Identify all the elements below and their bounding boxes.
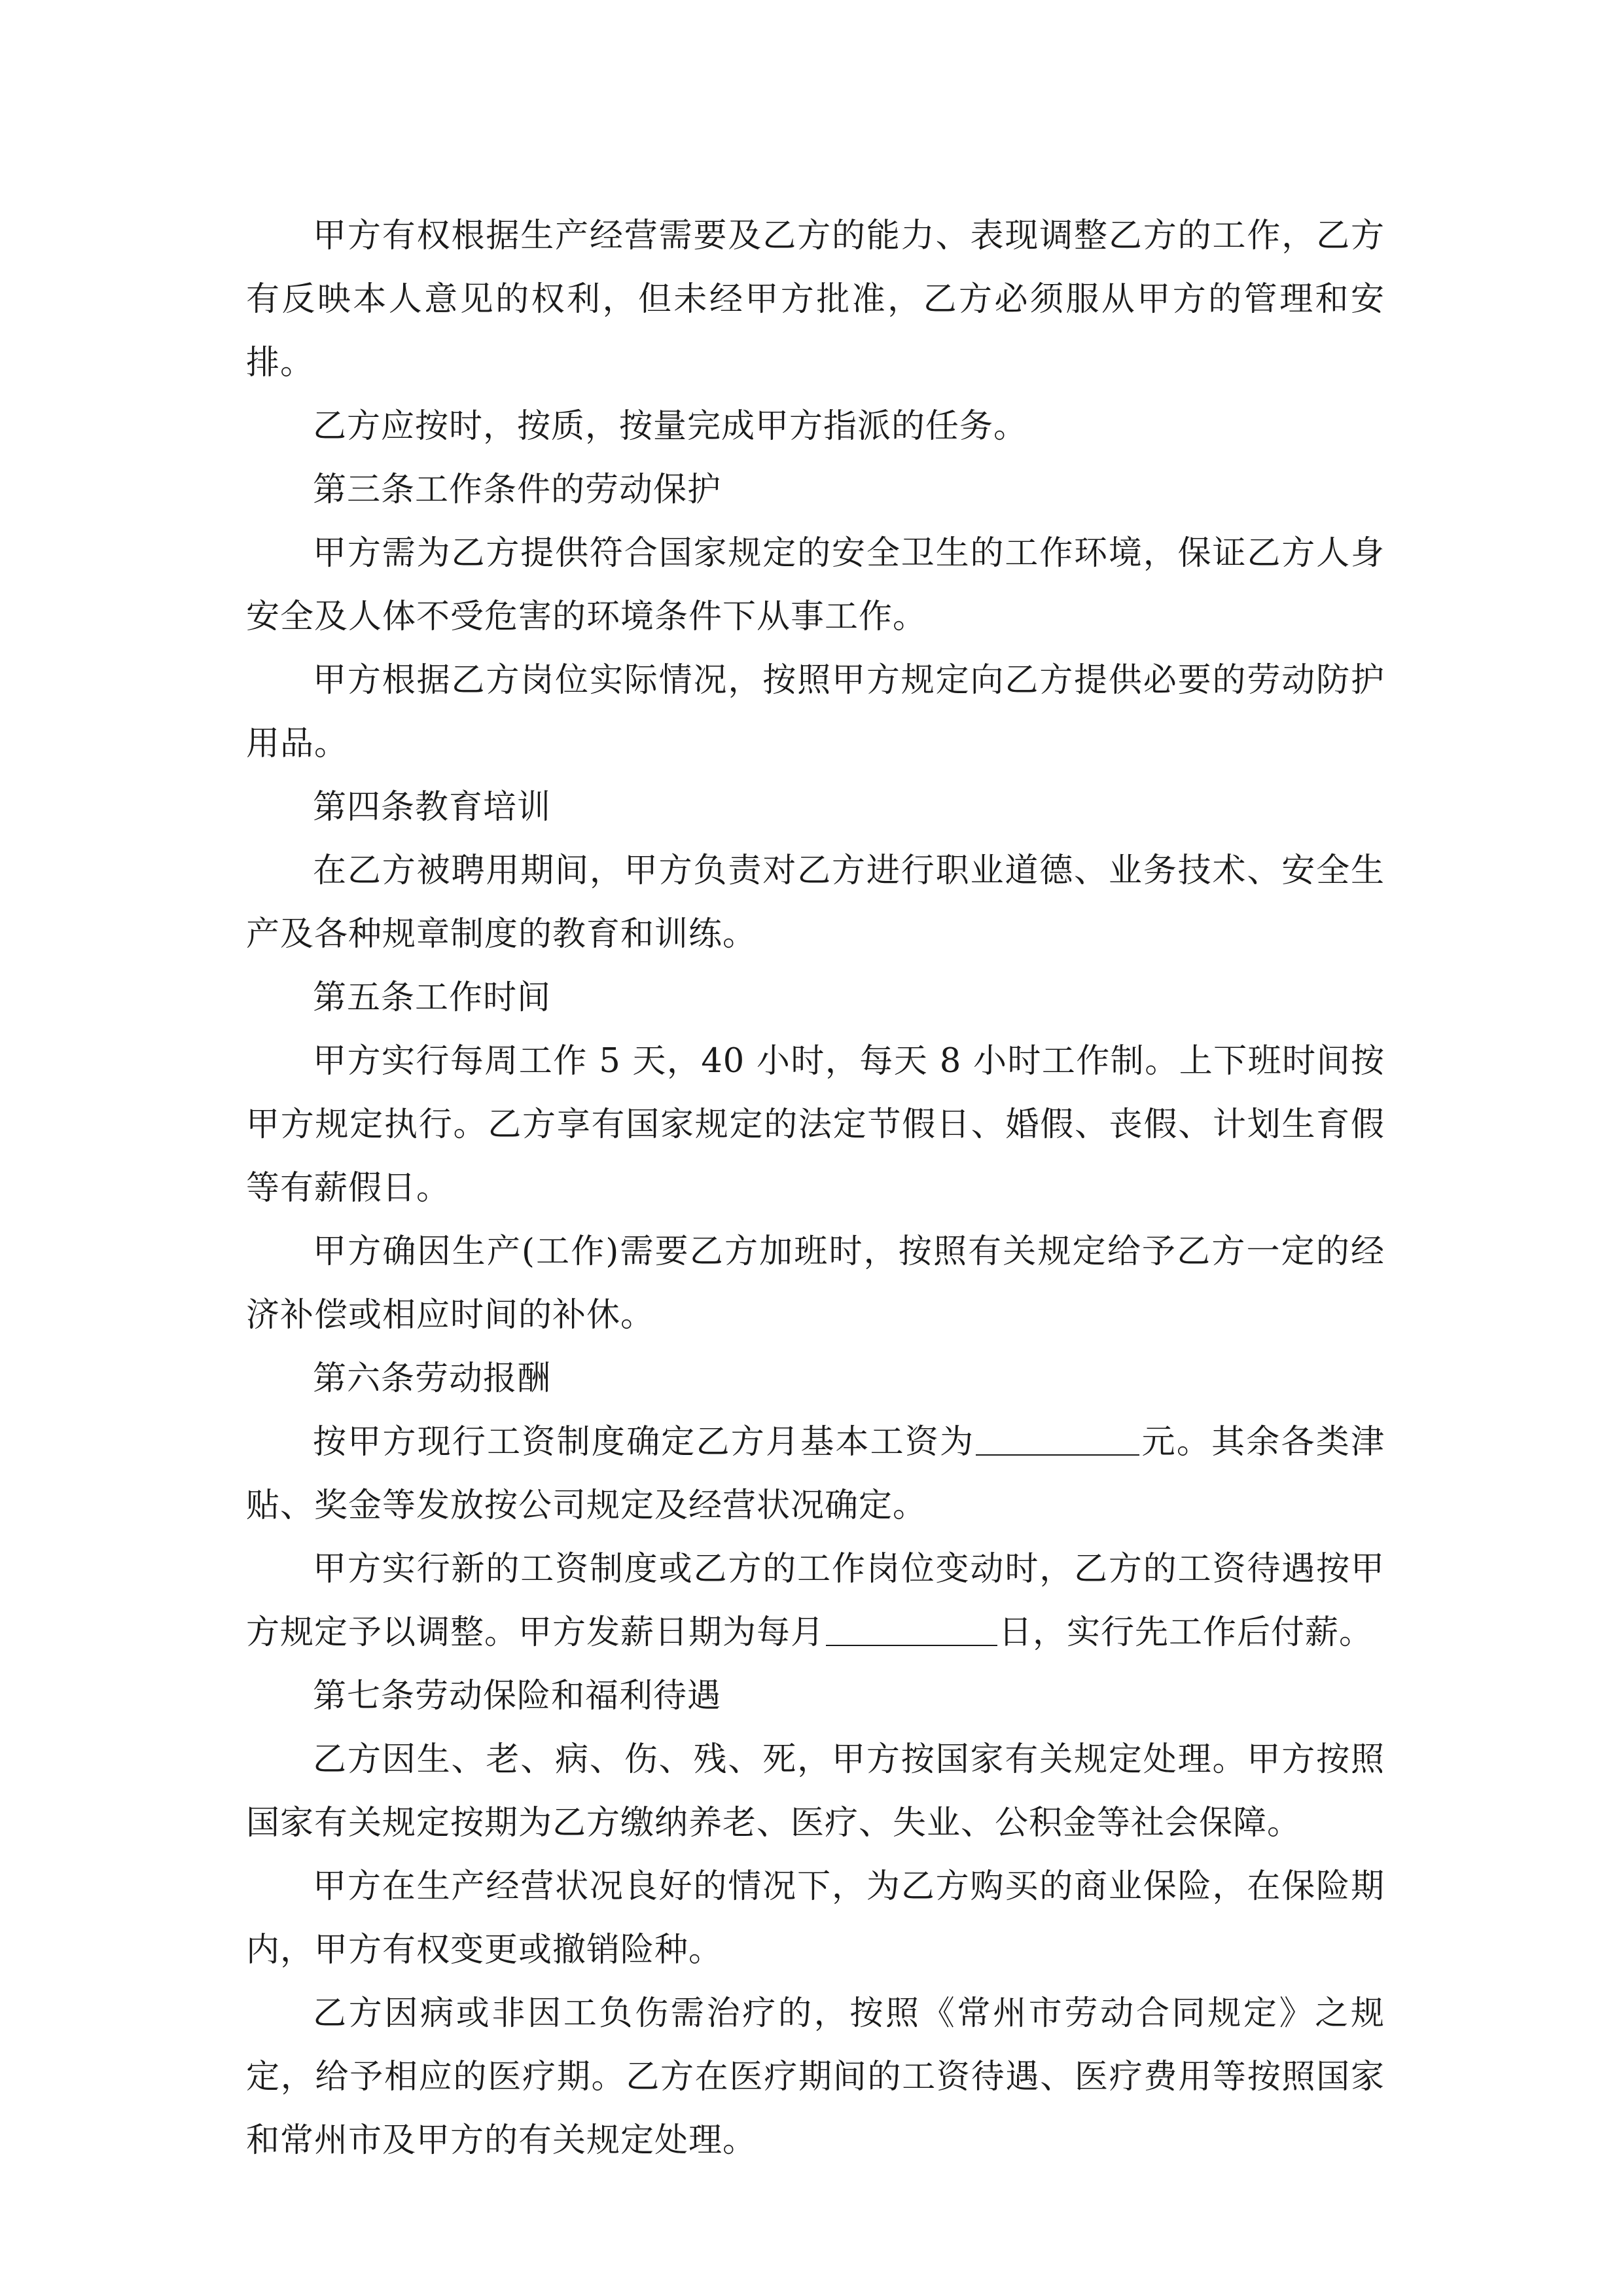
paragraph-working-hours: 甲方实行每周工作 5 天，40 小时，每天 8 小时工作制。上下班时间按甲方规定执行。乙方享有国家规定的法定节假日、婚假、丧假、计划生育假等有薪假日。	[246, 1042, 1385, 1208]
salary-text-after: 元。其余各类津贴、奖金等发放按公司规定及经营状况确定。	[246, 1423, 1385, 1525]
pay-date-text-before: 甲方实行新的工资制度或乙方的工作岗位变动时，乙方的工资待遇按甲方规定予以调整。甲方发薪日期为每月	[246, 1550, 1385, 1652]
paragraph-task-completion: 乙方应按时，按质，按量完成甲方指派的任务。	[313, 407, 1028, 446]
paragraph-social-security: 乙方因生、老、病、伤、残、死，甲方按国家有关规定处理。甲方按照国家有关规定按期为乙方缴纳养老、医疗、失业、公积金等社会保障。	[246, 1740, 1385, 1842]
heading-article-3: 第三条工作条件的劳动保护	[313, 471, 722, 509]
pay-date-text-after: 日，实行先工作后付薪。	[999, 1613, 1374, 1652]
paragraph-pay-date	[246, 1537, 1385, 1664]
paragraph-overtime: 甲方确因生产(工作)需要乙方加班时，按照有关规定给予乙方一定的经济补偿或相应时间的补休。	[246, 1232, 1385, 1335]
paragraph-medical-period: 乙方因病或非因工负伤需治疗的，按照《常州市劳动合同规定》之规定，给予相应的医疗期。乙方在医疗期间的工资待遇、医疗费用等按照国家和常州市及甲方的有关规定处理。	[246, 1994, 1385, 2160]
heading-article-4: 第四条教育培训	[313, 788, 552, 827]
paragraph-work-environment: 甲方需为乙方提供符合国家规定的安全卫生的工作环境，保证乙方人身安全及人体不受危害的环境条件下从事工作。	[246, 534, 1385, 636]
heading-article-7: 第七条劳动保险和福利待遇	[313, 1677, 722, 1715]
paragraph-commercial-insurance: 甲方在生产经营状况良好的情况下，为乙方购买的商业保险，在保险期内，甲方有权变更或撤销险种。	[246, 1867, 1385, 1969]
paragraph-work-adjustment: 甲方有权根据生产经营需要及乙方的能力、表现调整乙方的工作，乙方有反映本人意见的权利，但未经甲方批准，乙方必须服从甲方的管理和安排。	[246, 217, 1385, 382]
heading-article-6: 第六条劳动报酬	[313, 1359, 552, 1398]
paragraph-training: 在乙方被聘用期间，甲方负责对乙方进行职业道德、业务技术、安全生产及各种规章制度的教育和训练。	[246, 852, 1385, 954]
salary-amount-blank	[976, 1421, 1139, 1456]
paragraph-protective-equipment: 甲方根据乙方岗位实际情况，按照甲方规定向乙方提供必要的劳动防护用品。	[246, 661, 1385, 763]
heading-article-5: 第五条工作时间	[313, 978, 552, 1017]
pay-day-blank	[826, 1611, 997, 1646]
paragraph-base-salary	[246, 1410, 1385, 1537]
salary-text-before: 按甲方现行工资制度确定乙方月基本工资为	[313, 1423, 975, 1462]
document-body	[246, 204, 1385, 2172]
